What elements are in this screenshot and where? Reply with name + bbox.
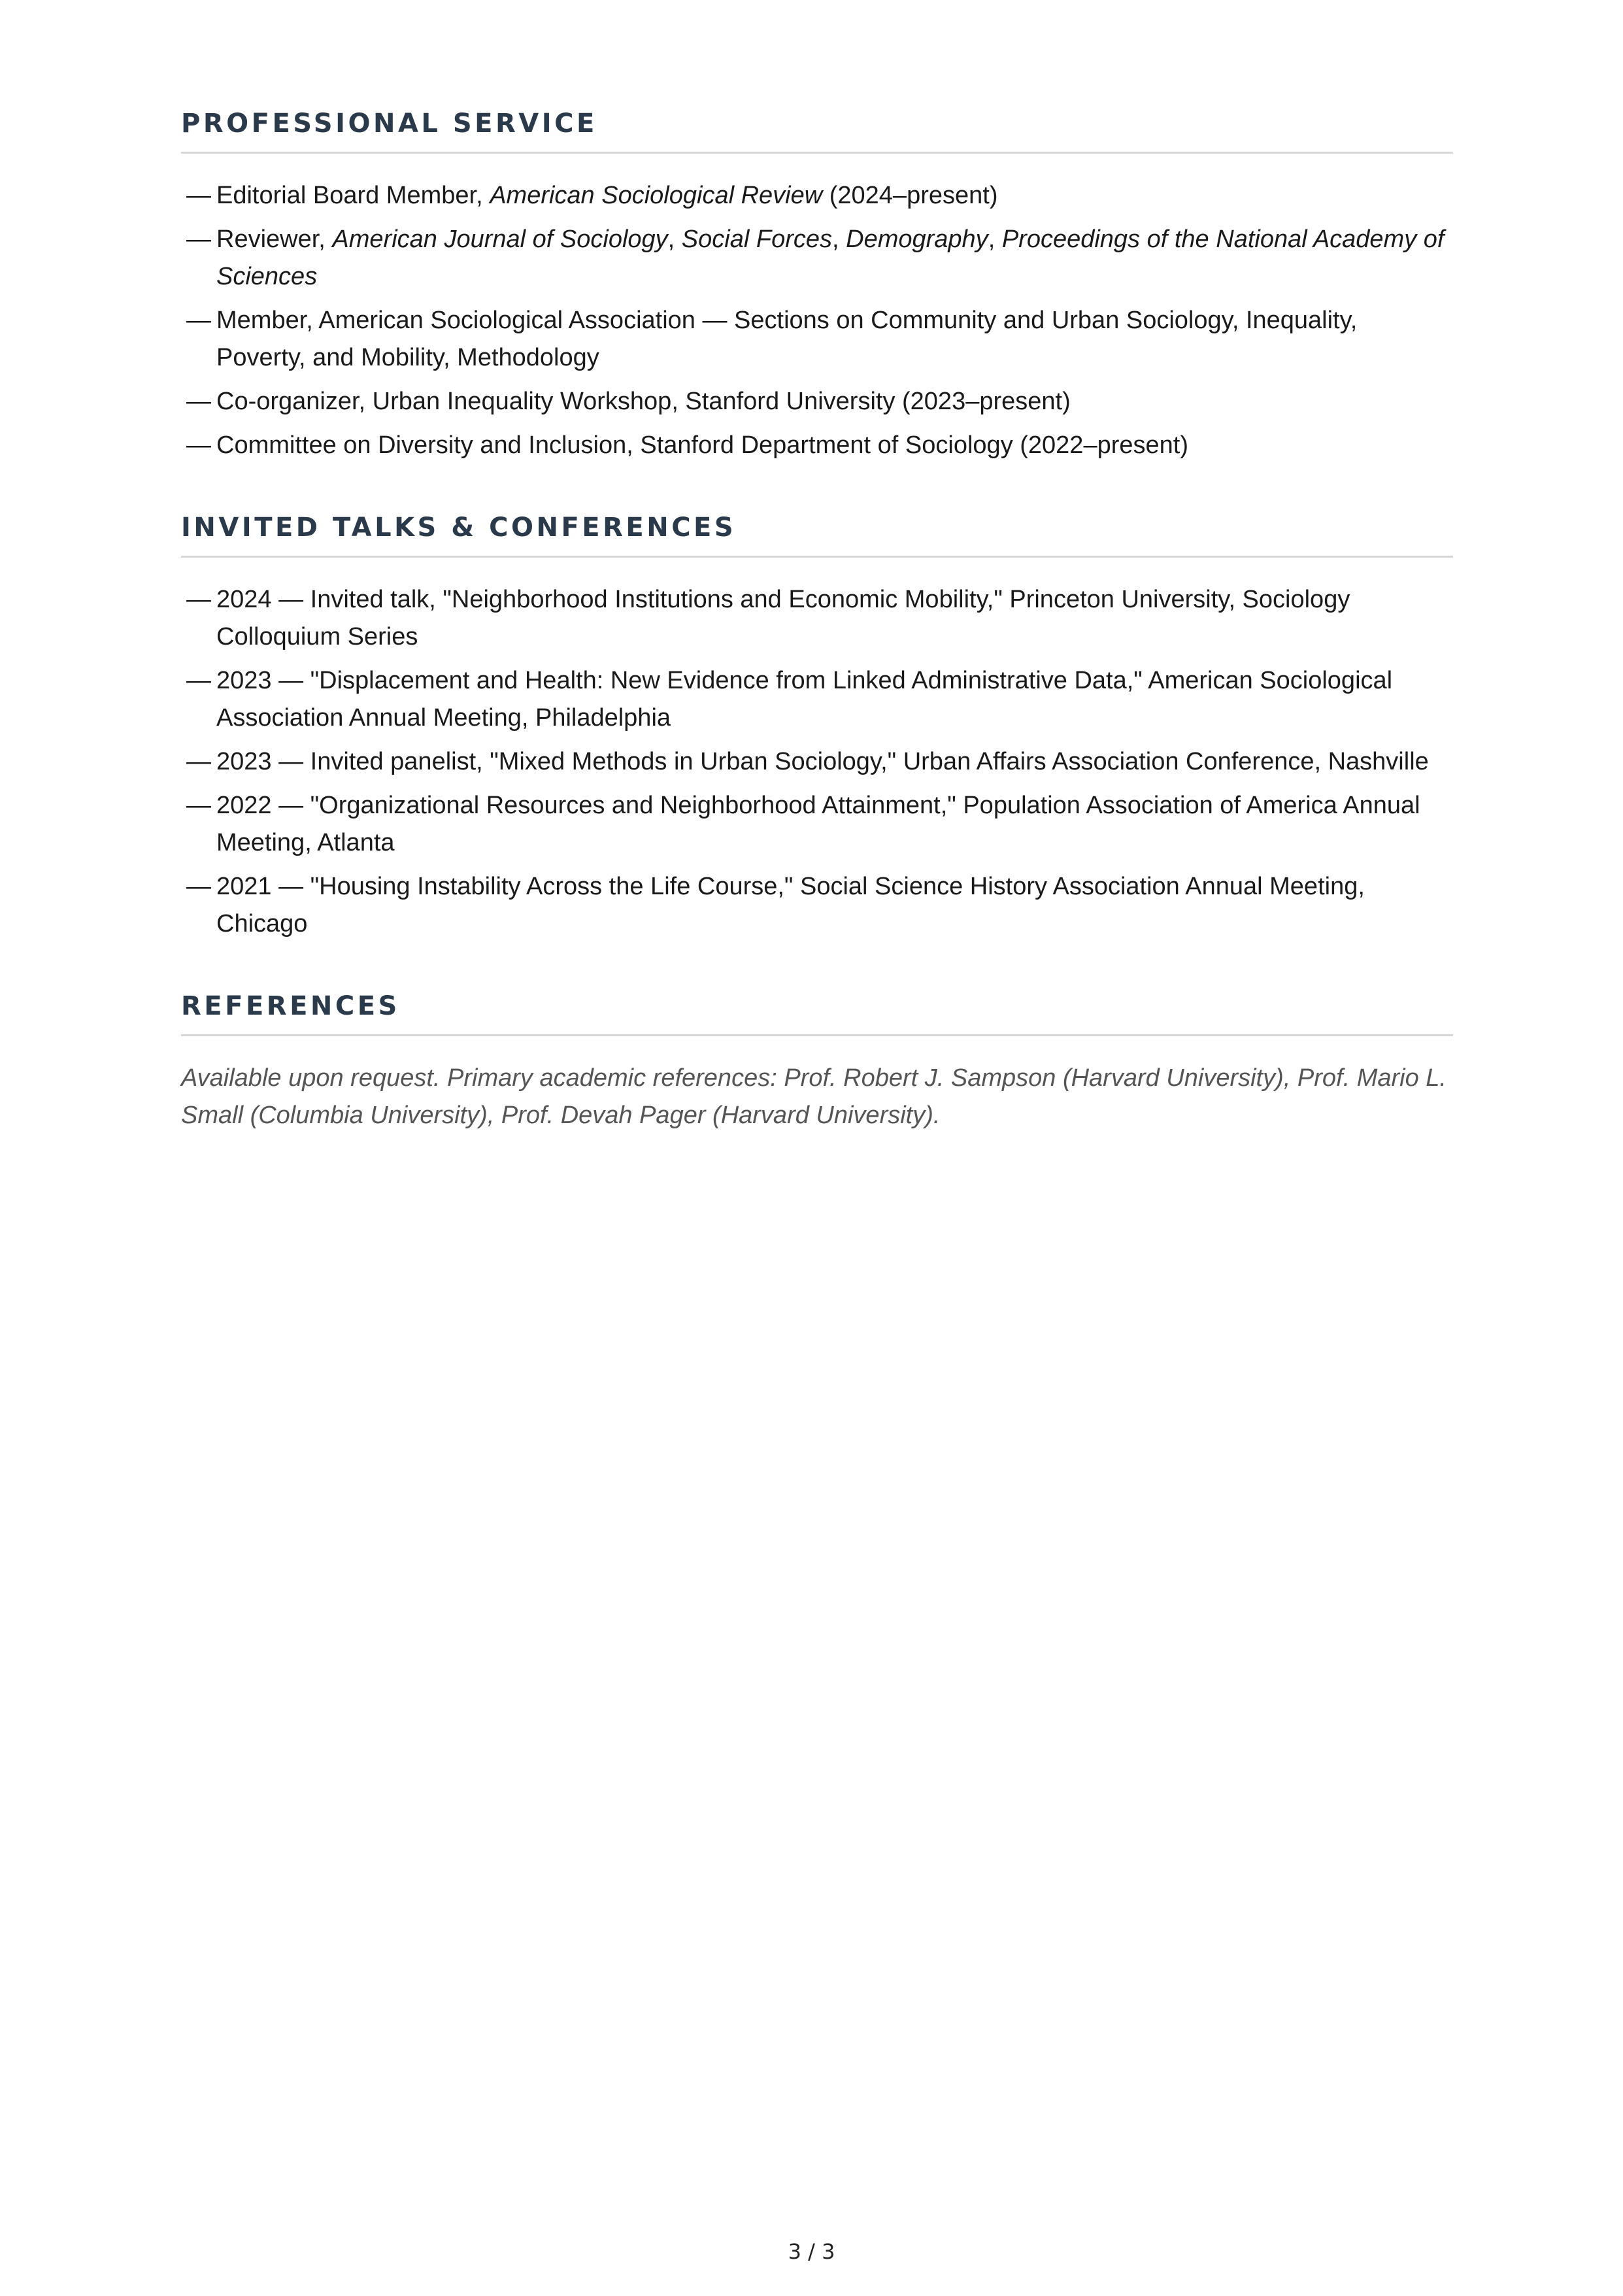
entry-text: Committee on Diversity and Inclusion, Stanford Department of Sociology (2022–present) (216, 431, 1188, 459)
entry-text: , (832, 226, 846, 253)
list-item (181, 662, 1453, 737)
entry-text: Reviewer, (216, 226, 333, 253)
entry-text: , (667, 226, 682, 253)
entry-text: Member, American Sociological Association — Sections on Community and Urban Sociology, Inequality, Poverty, and Mobility, Methodology (216, 307, 1358, 371)
references-text: Available upon request. Primary academic references: Prof. Robert J. Sampson (Harvard University), Prof. Mario L. Small (Columbia University), Prof. Devah Pager (Harvard University). (181, 1064, 1447, 1129)
references-section (181, 987, 1453, 1134)
dash-bullet: — (186, 586, 211, 613)
list-item (181, 302, 1453, 377)
list-item (181, 581, 1453, 656)
entry-text: Co-organizer, Urban Inequality Workshop, Stanford University (2023–present) (216, 388, 1071, 415)
dash-bullet: — (186, 431, 211, 459)
list-item (181, 787, 1453, 862)
section-title-professional-service: PROFESSIONAL SERVICE (181, 105, 1453, 154)
list-item (181, 383, 1453, 420)
invited-talks-section (181, 509, 1453, 943)
list-item (181, 743, 1453, 781)
journal-title: Social Forces (681, 226, 832, 253)
professional-service-list (181, 177, 1453, 464)
journal-title: Proceedings of the National Academy of Sciences (216, 226, 1445, 290)
dash-bullet: — (186, 873, 211, 900)
list-item (181, 868, 1453, 943)
dash-bullet: — (186, 792, 211, 819)
list-item (181, 221, 1453, 295)
dash-bullet: — (186, 388, 211, 415)
dash-bullet: — (186, 748, 211, 775)
entry-text: (2024–present) (822, 182, 998, 209)
entry-text: 2021 — "Housing Instability Across the Life Course," Social Science History Association Annual Meeting, Chicago (216, 873, 1365, 937)
dash-bullet: — (186, 182, 211, 209)
section-title-references: REFERENCES (181, 987, 1453, 1036)
professional-service-section (181, 105, 1453, 464)
journal-title: American Journal of Sociology (332, 226, 668, 253)
list-item (181, 177, 1453, 214)
resume-page (181, 105, 1453, 1179)
entry-text: 2023 — "Displacement and Health: New Evidence from Linked Administrative Data," American Sociological Association Annual Meeting, Philadelphia (216, 667, 1393, 732)
entry-text: 2024 — Invited talk, "Neighborhood Institutions and Economic Mobility," Princeton University, Sociology Colloquium Series (216, 586, 1350, 650)
entry-text: , (988, 226, 1002, 253)
list-item (181, 427, 1453, 464)
entry-text: Editorial Board Member, (216, 182, 490, 209)
dash-bullet: — (186, 307, 211, 334)
dash-bullet: — (186, 667, 211, 694)
entry-text: 2022 — "Organizational Resources and Neighborhood Attainment," Population Association of America Annual Meeting, Atlanta (216, 792, 1420, 856)
journal-title: Demography (846, 226, 988, 253)
invited-talks-list (181, 581, 1453, 943)
entry-text: 2023 — Invited panelist, "Mixed Methods in Urban Sociology," Urban Affairs Association Conference, Nashville (216, 748, 1429, 775)
journal-title: American Sociological Review (490, 182, 823, 209)
dash-bullet: — (186, 226, 211, 253)
page-number: 3 / 3 (788, 2239, 835, 2264)
section-title-invited-talks: INVITED TALKS & CONFERENCES (181, 509, 1453, 558)
